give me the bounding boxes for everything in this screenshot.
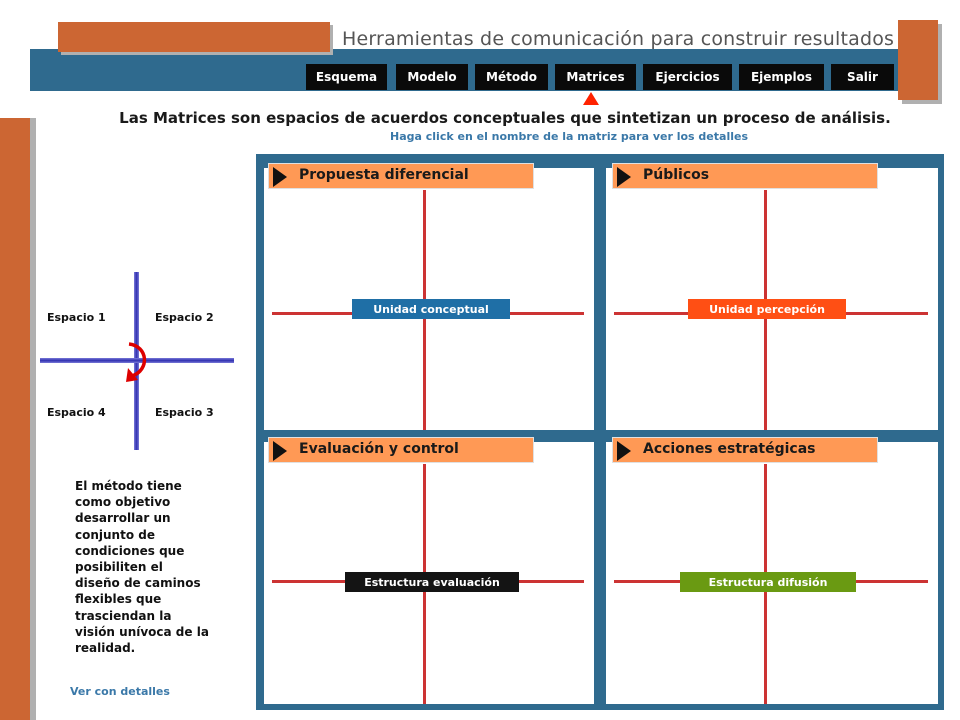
matrix-button-acciones[interactable] — [612, 437, 878, 463]
title-decor-box — [58, 22, 330, 52]
matrix-title: Propuesta diferencial — [299, 167, 469, 183]
matrix-title: Acciones estratégicas — [643, 441, 816, 457]
nav-modelo[interactable]: Modelo — [396, 64, 468, 90]
right-decor-box — [898, 20, 938, 100]
left-decor-bar — [0, 118, 30, 720]
unit-label-evaluacion: Estructura evaluación — [345, 572, 519, 592]
matrix-button-evaluacion[interactable] — [268, 437, 534, 463]
play-arrow-icon — [617, 167, 631, 187]
nav-matrices[interactable]: Matrices — [555, 64, 636, 90]
nav-ejercicios[interactable]: Ejercicios — [643, 64, 732, 90]
space-label-1: Espacio 1 — [47, 311, 106, 324]
space-label-2: Espacio 2 — [155, 311, 214, 324]
unit-label-conceptual: Unidad conceptual — [352, 299, 510, 319]
nav-salir[interactable]: Salir — [831, 64, 894, 90]
matrix-button-publicos[interactable] — [612, 163, 878, 189]
play-arrow-icon — [273, 441, 287, 461]
nav-ejemplos[interactable]: Ejemplos — [739, 64, 824, 90]
nav-esquema[interactable]: Esquema — [306, 64, 387, 90]
space-label-4: Espacio 4 — [47, 406, 106, 419]
play-arrow-icon — [273, 167, 287, 187]
app-title: Herramientas de comunicación para construir resultados — [342, 28, 895, 50]
matrix-title: Públicos — [643, 167, 710, 183]
nav-metodo[interactable]: Método — [475, 64, 548, 90]
unit-label-percepcion: Unidad percepción — [688, 299, 846, 319]
matrix-button-propuesta[interactable] — [268, 163, 534, 189]
unit-label-difusion: Estructura difusión — [680, 572, 856, 592]
active-nav-marker-icon — [583, 92, 599, 105]
matrix-title: Evaluación y control — [299, 441, 459, 457]
method-description: El método tiene como objetivo desarrollar un conjunto de condiciones que posibiliten el diseño de caminos flexibles que trasciendan la visión unívoca de la realidad. — [75, 479, 209, 656]
left-decor-shadow — [30, 118, 36, 720]
play-arrow-icon — [617, 441, 631, 461]
intro-instruction: Haga click en el nombre de la matriz para ver los detalles — [390, 130, 748, 143]
rotate-arrow-icon — [118, 340, 154, 384]
space-label-3: Espacio 3 — [155, 406, 214, 419]
details-link[interactable]: Ver con detalles — [70, 685, 170, 698]
intro-headline: Las Matrices son espacios de acuerdos conceptuales que sintetizan un proceso de análisis. — [119, 109, 891, 127]
